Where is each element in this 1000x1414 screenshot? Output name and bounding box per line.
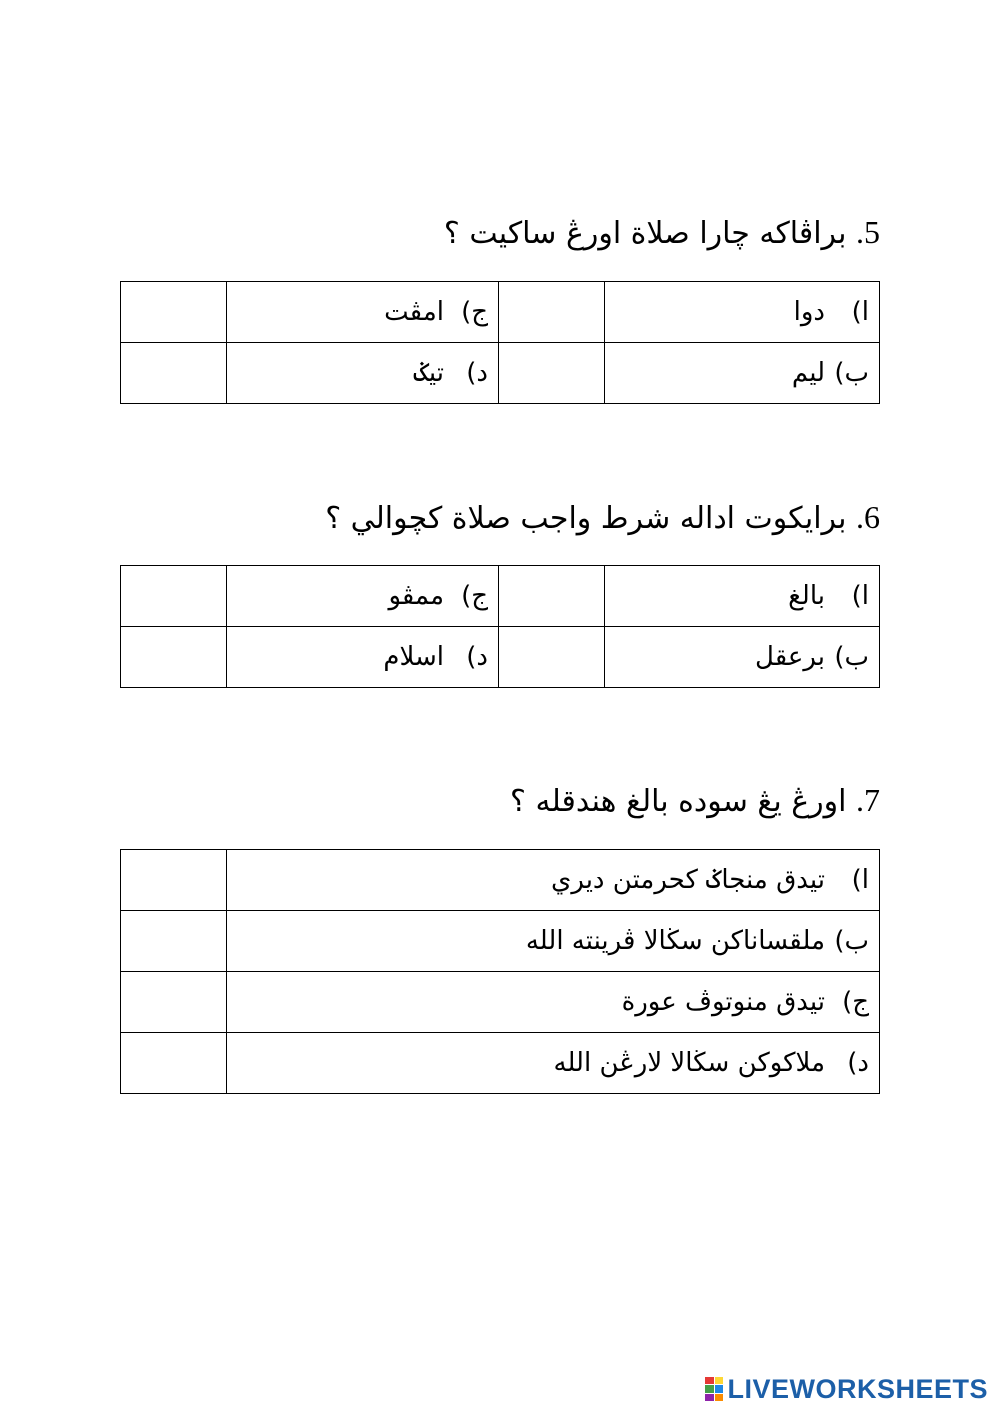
table-row bbox=[121, 343, 880, 404]
option-b bbox=[605, 627, 880, 688]
option-text: بالغ bbox=[788, 581, 825, 611]
option-b bbox=[227, 911, 880, 972]
question-number: 7. bbox=[856, 782, 880, 818]
option-letter: ج) bbox=[842, 987, 869, 1017]
option-b bbox=[605, 343, 880, 404]
option-text: دوا bbox=[793, 297, 825, 327]
option-text: برعقل bbox=[755, 642, 825, 672]
option-d bbox=[227, 343, 499, 404]
option-text: اسلام bbox=[383, 642, 444, 672]
answer-box[interactable] bbox=[121, 343, 227, 404]
question-text: برايكوت اداله شرط واجب صلاة كچوالي ؟ bbox=[325, 501, 847, 536]
table-row bbox=[121, 282, 880, 343]
option-a bbox=[605, 282, 880, 343]
option-letter: د) bbox=[466, 358, 488, 388]
answer-box[interactable] bbox=[499, 627, 605, 688]
option-text: ملاكوكن سڬالا لارڠن الله bbox=[553, 1048, 825, 1078]
option-text: ممڤو bbox=[388, 581, 444, 611]
table-row bbox=[121, 1033, 880, 1094]
answer-box[interactable] bbox=[499, 566, 605, 627]
table-row bbox=[121, 627, 880, 688]
question-text: اورڠ يڠ سوده بالغ هندقله ؟ bbox=[510, 784, 847, 819]
answer-table-7 bbox=[120, 849, 880, 1094]
answer-box[interactable] bbox=[121, 566, 227, 627]
table-row bbox=[121, 911, 880, 972]
option-a bbox=[605, 566, 880, 627]
option-letter: ب) bbox=[834, 642, 869, 672]
option-letter: ب) bbox=[834, 926, 869, 956]
option-letter: د) bbox=[466, 642, 488, 672]
question-7 bbox=[120, 780, 880, 822]
logo-blocks-icon bbox=[705, 1377, 723, 1401]
answer-table-6 bbox=[120, 565, 880, 688]
option-d bbox=[227, 1033, 880, 1094]
question-text: براڤاكه چارا صلاة اورڠ ساكيت ؟ bbox=[443, 216, 847, 251]
option-text: امڤت bbox=[384, 297, 444, 327]
option-letter: ا) bbox=[851, 581, 869, 611]
option-letter: د) bbox=[847, 1048, 869, 1078]
option-c bbox=[227, 566, 499, 627]
question-number: 6. bbox=[856, 499, 880, 535]
option-text: تيدق منجاݢ كحرمتن ديري bbox=[551, 865, 825, 895]
answer-box[interactable] bbox=[121, 1033, 227, 1094]
answer-box[interactable] bbox=[121, 282, 227, 343]
option-letter: ج) bbox=[461, 297, 488, 327]
option-c bbox=[227, 972, 880, 1033]
question-6 bbox=[120, 497, 880, 539]
table-row bbox=[121, 972, 880, 1033]
question-5 bbox=[120, 212, 880, 254]
option-text: تيدق منوتوڤ عورة bbox=[621, 987, 825, 1017]
answer-box[interactable] bbox=[499, 282, 605, 343]
answer-table-5 bbox=[120, 281, 880, 404]
option-letter: ج) bbox=[461, 581, 488, 611]
answer-box[interactable] bbox=[121, 850, 227, 911]
option-text: ليم bbox=[791, 358, 825, 388]
answer-box[interactable] bbox=[121, 972, 227, 1033]
option-a bbox=[227, 850, 880, 911]
option-letter: ب) bbox=[834, 358, 869, 388]
option-text: تيݢ bbox=[413, 358, 444, 388]
logo-text: LIVEWORKSHEETS bbox=[727, 1373, 988, 1404]
option-d bbox=[227, 627, 499, 688]
question-number: 5. bbox=[856, 214, 880, 250]
answer-box[interactable] bbox=[121, 911, 227, 972]
answer-box[interactable] bbox=[121, 627, 227, 688]
option-letter: ا) bbox=[851, 865, 869, 895]
answer-box[interactable] bbox=[499, 343, 605, 404]
option-text: ملقساناكن سڬالا ڤرينته الله bbox=[525, 926, 825, 956]
table-row bbox=[121, 566, 880, 627]
table-row bbox=[121, 850, 880, 911]
liveworksheets-logo bbox=[705, 1374, 988, 1404]
option-c bbox=[227, 282, 499, 343]
option-letter: ا) bbox=[851, 297, 869, 327]
